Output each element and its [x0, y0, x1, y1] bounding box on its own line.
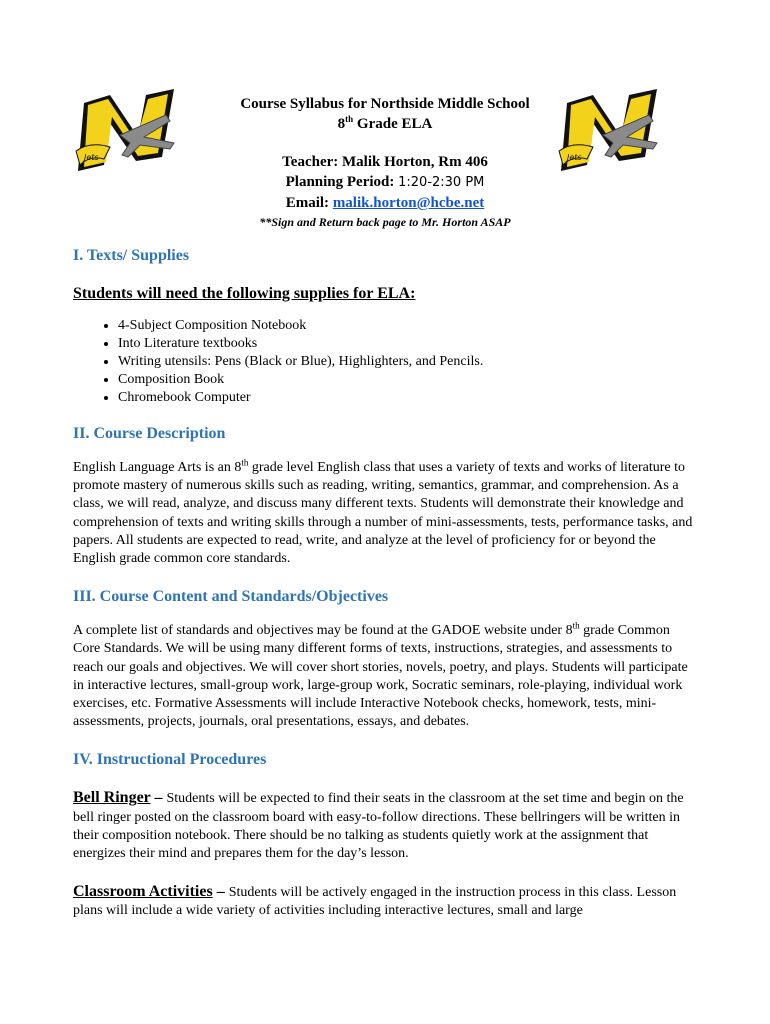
paragraph-text: A complete list of standards and objectives may be found at the GADOE website under 8 — [73, 623, 573, 639]
paragraph-text: grade Common Core Standards. We will be using many different forms of texts, instructions, strategies, and assessments to reach our goals and objectives. We will cover short stories, novels, poetry, and plays. Students will participate in interactive lectures, small-group work, large-group work, Socratic seminars, role-playing, individual work exercises, etc. Formative Assessments will include Interactive Notebook checks, homework, tests, mini-assessments, projects, journals, oral presentations, essays, and debates. — [73, 623, 688, 730]
sign-return-note: **Sign and Return back page to Mr. Horton ASAP — [259, 215, 511, 229]
superscript: th — [241, 457, 249, 468]
description-paragraph — [73, 459, 698, 568]
list-item: • Chromebook Computer — [118, 389, 698, 407]
section-texts-supplies — [73, 245, 698, 407]
planning-label: Planning Period: — [285, 174, 395, 190]
paragraph-text: Students will be expected to find their seats in the classroom at the set time and begin on the bell ringer posted on the classroom board with easy-to-follow directions. These bellringers will be written in their composition notebook. There should be no talking as students quietly work at the assignment that energizes their mind and prepares them for the day’s lesson. — [73, 791, 684, 862]
svg-text:Jets: Jets — [567, 153, 582, 162]
section-heading: IV. Instructional Procedures — [73, 751, 267, 769]
classroom-activities-paragraph — [73, 883, 698, 920]
list-item: • Into Literature textbooks — [118, 335, 698, 353]
section-heading: I. Texts/ Supplies — [73, 247, 190, 264]
section-course-content — [73, 586, 698, 731]
list-item: • 4-Subject Composition Notebook — [118, 317, 698, 335]
paragraph-text: grade level English class that uses a variety of texts and works of literature to promote mastery of numerous skills such as reading, writing, semantics, grammar, and comprehension. As a class, we will read, analyze, and discuss many different texts. Students will demonstrate their knowledge and comprehension of texts and writing skills through a number of mini-assessments, tests, performance tasks, and papers. All students are expected to read, write, and analyze at the level of proficiency for or beyond the English grade common core standards. — [73, 460, 693, 567]
syllabus-header — [150, 94, 620, 231]
grade-number: 8 — [337, 116, 346, 132]
section-instructional-procedures — [73, 749, 698, 920]
bell-ringer-title: Bell Ringer — [73, 789, 151, 807]
list-item: • Composition Book — [118, 371, 698, 389]
paragraph-text: Students will be actively engaged in the instruction process in this class. Lesson plans will include a wide variety of activities including interactive lectures, small and large — [73, 885, 677, 919]
content-paragraph — [73, 622, 698, 731]
superscript: th — [572, 620, 580, 631]
dash: – — [212, 883, 229, 901]
planning-line — [150, 172, 620, 193]
list-item: • Writing utensils: Pens (Black or Blue), Highlighters, and Pencils. — [118, 353, 698, 371]
grade-line — [150, 114, 620, 134]
supplies-subheading: Students will need the following supplies for ELA: — [73, 285, 416, 302]
teacher-line: Teacher: Malik Horton, Rm 406 — [282, 154, 488, 170]
email-link[interactable]: malik.horton@hcbe.net — [332, 195, 485, 211]
section-course-description — [73, 423, 698, 568]
bell-ringer-paragraph — [73, 789, 698, 863]
dash: – — [150, 789, 167, 807]
section-heading: III. Course Content and Standards/Objectives — [73, 588, 389, 606]
svg-text:Jets: Jets — [84, 153, 99, 162]
supplies-list — [73, 317, 698, 407]
section-heading: II. Course Description — [73, 425, 226, 442]
classroom-activities-title: Classroom Activities — [73, 883, 213, 901]
email-label: Email: — [285, 195, 330, 211]
syllabus-title: Course Syllabus for Northside Middle School — [240, 96, 530, 112]
paragraph-text: English Language Arts is an 8 — [73, 460, 242, 475]
grade-superscript: th — [345, 114, 354, 124]
email-line — [150, 193, 620, 213]
syllabus-body — [73, 245, 698, 921]
grade-text: Grade ELA — [353, 116, 433, 132]
planning-value: 1:20-2:30 PM — [398, 175, 485, 190]
